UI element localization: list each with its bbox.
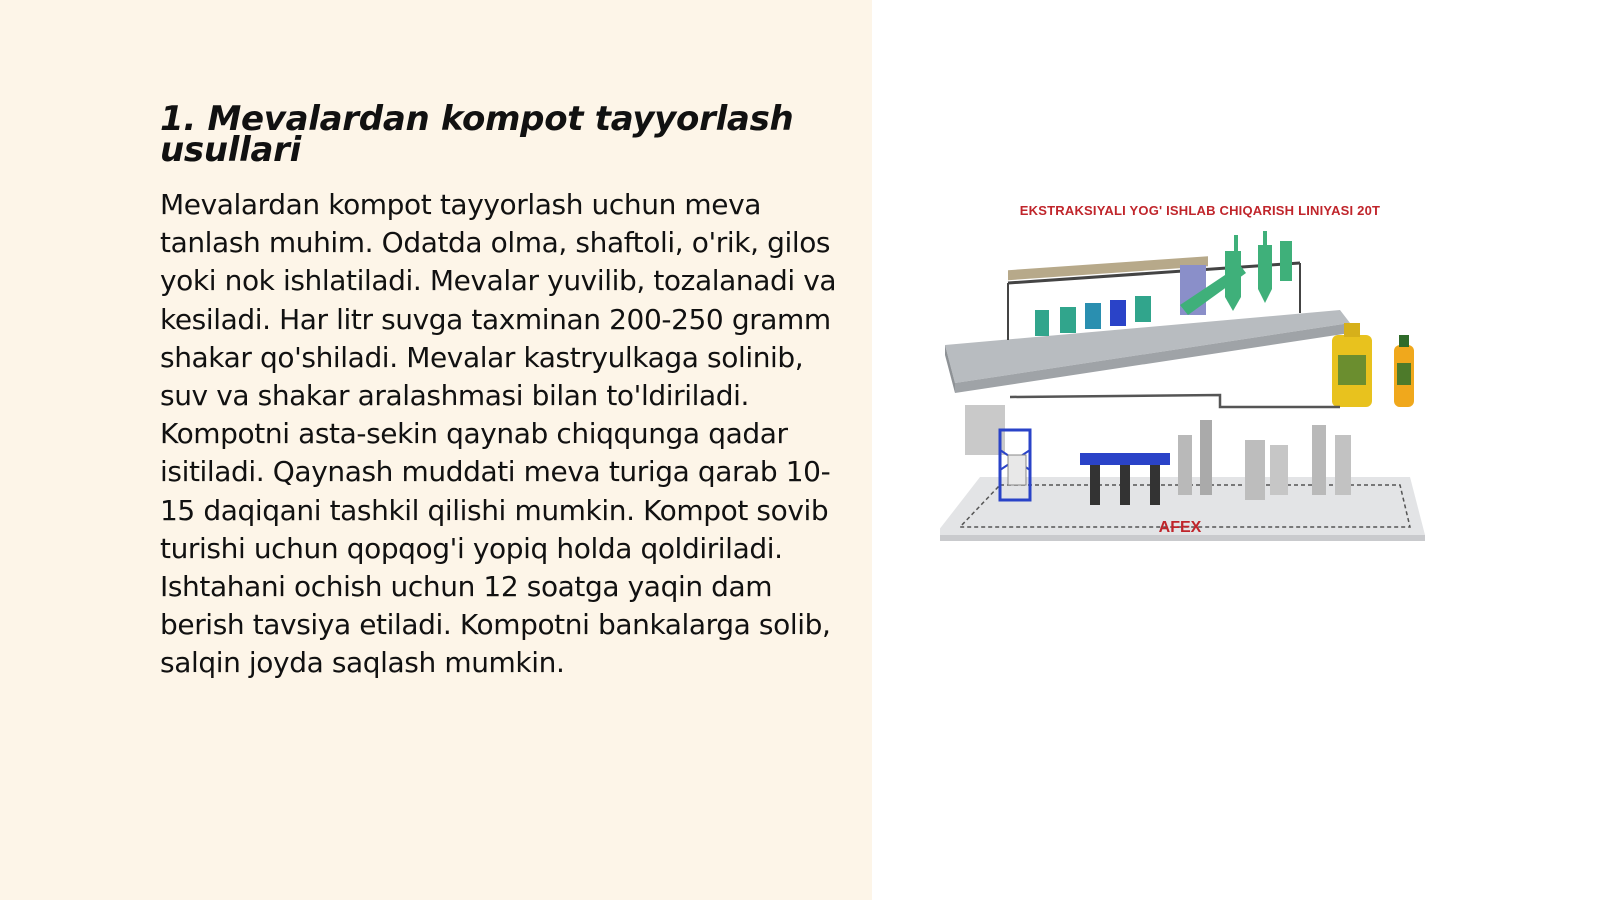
slide-title: 1. Mevalardan kompot tayyorlash usullari <box>160 99 794 170</box>
illustration-caption: EKSTRAKSIYALI YOG' ISHLAB CHIQARISH LINIYASI 20T <box>1019 203 1381 218</box>
brand-mark: AFEX <box>1158 519 1202 536</box>
production-line-illustration <box>940 195 1460 565</box>
production-line-drawing <box>940 195 1460 565</box>
slide-body-text: Mevalardan kompot tayyorlash uchun meva tanlash muhim. Odatda olma, shaftoli, o'rik, gilos yoki nok ishlatiladi. Mevalar yuvilib, tozalanadi va kesiladi. Har litr suvga taxminan 200-250 gramm shakar qo'shiladi. Mevalar kastryulkaga solinib, suv va shakar aralashmasi bilan to'ldiriladi. Kompotni asta-sekin qaynab chiqqunga qadar isitiladi. Qaynash muddati meva turiga qarab 10-15 daqiqani tashkil qilishi mumkin. Kompot sovib turishi uchun qopqog'i yopiq holda qoldiriladi. Ishtahani ochish uchun 12 soatga yaqin dam berish tavsiya etiladi. Kompotni bankalarga solib, salqin joyda saqlash mumkin. <box>160 188 837 680</box>
lower-extraction-plant <box>940 395 1425 541</box>
upper-processing-line <box>945 231 1350 393</box>
oil-bottles <box>1332 323 1414 407</box>
